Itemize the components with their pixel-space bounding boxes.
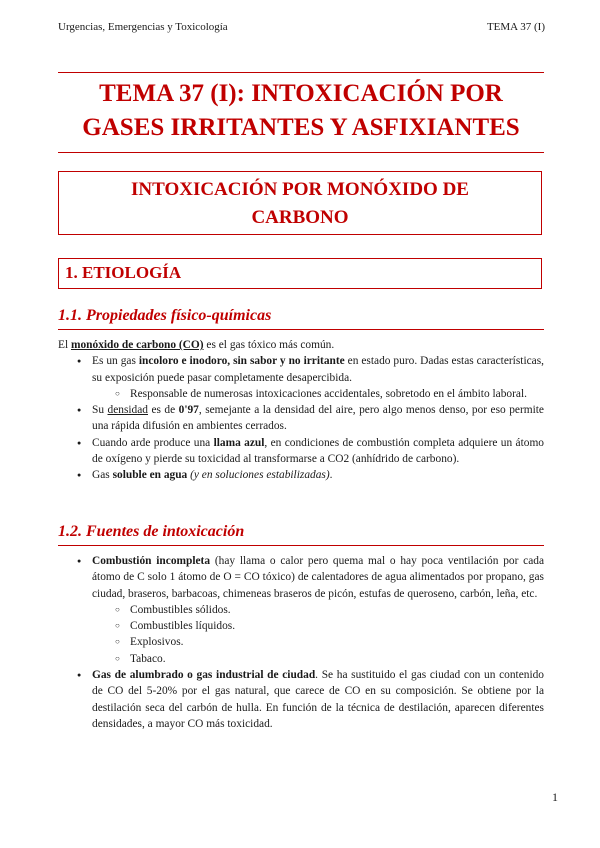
subsection-heading-fuentes: 1.2. Fuentes de intoxicación	[58, 523, 245, 540]
page-title-line-2: GASES IRRITANTES Y ASFIXIANTES	[82, 114, 520, 141]
term-co: monóxido de carbono (CO)	[70, 339, 204, 351]
sub-list-item: ○ Responsable de numerosas intoxicaciones accidentales, sobretodo en el ámbito laboral.	[58, 386, 544, 402]
list-item: ● Gas de alumbrado o gas industrial de ciudad. Se ha sustituido el gas ciudad con un contenido de CO del 5-20% por el gas natural, que carece de CO en su composición. Se obtiene por la destilación seca del carbón de hulla. En función de la técnica de destilación, aparecen diferentes densidades, a mayor CO más toxicidad.	[58, 667, 544, 732]
running-header-right: TEMA 37 (I)	[486, 21, 545, 33]
sub-list-item: ○ Combustibles sólidos.	[58, 602, 544, 618]
sub-list-item: ○ Tabaco.	[58, 651, 544, 667]
sub-list-item: ○ Combustibles líquidos.	[58, 618, 544, 634]
section-heading-etiologia	[58, 258, 542, 289]
list-item: ● Es un gas incoloro e inodoro, sin sabor y no irritante en estado puro. Dadas estas características, su exposición puede pasar completamente desapercibida.	[58, 353, 544, 386]
list-item: ● Su densidad es de 0'97, semejante a la densidad del aire, pero algo menos denso, por eso permite una rápida difusión en ambientes cerrados.	[58, 402, 544, 435]
list-item: ● Cuando arde produce una llama azul, en condiciones de combustión completa adquiere un átomo de oxígeno y pierde su toxicidad al transformarse a CO2 (anhídrido de carbono).	[58, 435, 544, 468]
subsection-body-fuentes	[58, 553, 544, 732]
running-header-left: Urgencias, Emergencias y Toxicología	[58, 21, 228, 33]
title-top-rule	[58, 72, 544, 73]
subtopic-title-line-1: INTOXICACIÓN POR MONÓXIDO DE	[131, 179, 469, 200]
list-item: ● Gas soluble en agua (y en soluciones estabilizadas).	[58, 467, 544, 483]
page-title-line-1: TEMA 37 (I): INTOXICACIÓN POR	[99, 80, 503, 107]
sources-list	[58, 553, 544, 732]
page-number: 1	[552, 790, 558, 804]
subtopic-title-line-2: CARBONO	[251, 207, 349, 228]
subtopic-title-box	[58, 171, 542, 235]
subsection-rule-1	[58, 329, 544, 330]
list-item: ● Combustión incompleta (hay llama o calor pero quema mal o hay poca ventilación por cada átomo de C solo 1 átomo de O = CO tóxico) de calentadores de agua alimentados por propano, gas ciudad, braseros, barbacoas, chimeneas braseros de picón, estufas de queroseno, carbón, leña, etc.	[58, 553, 544, 602]
intro-paragraph: El monóxido de carbono (CO) es el gas tóxico más común.	[58, 339, 335, 351]
page-title	[58, 77, 544, 145]
subsection-body-propiedades	[58, 337, 544, 484]
title-bottom-rule	[58, 152, 544, 153]
subsection-rule-2	[58, 545, 544, 546]
section-heading-text: 1. ETIOLOGÍA	[65, 263, 182, 282]
subsection-heading-propiedades: 1.1. Propiedades físico-químicas	[58, 307, 272, 324]
sub-list-item: ○ Explosivos.	[58, 634, 544, 650]
properties-list	[58, 353, 544, 483]
